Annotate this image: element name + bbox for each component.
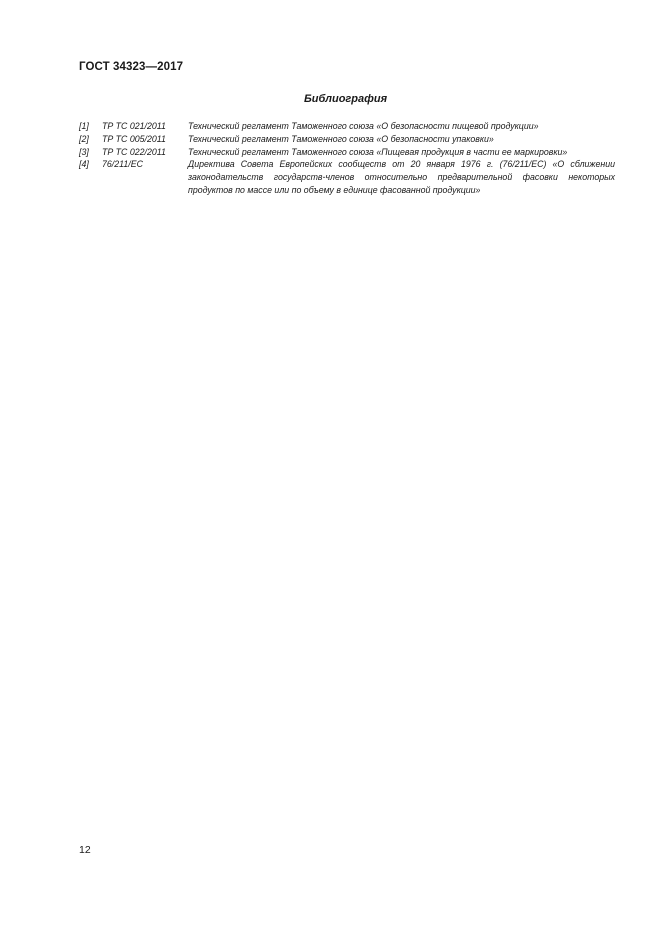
page-number: 12 xyxy=(79,844,91,856)
entry-text: Технический регламент Таможенного союза «О безопасности упаковки» xyxy=(188,133,494,144)
bibliography-entry xyxy=(79,120,615,133)
entry-code: ТР ТС 022/2011 xyxy=(102,146,166,157)
entry-number: [4] xyxy=(79,159,89,170)
entry-text: Технический регламент Таможенного союза «Пищевая продукция в части ее маркировки» xyxy=(188,146,568,157)
bibliography-list xyxy=(79,120,615,197)
bibliography-entry xyxy=(79,158,615,196)
entry-number: [2] xyxy=(79,133,89,144)
entry-number: [3] xyxy=(79,146,89,157)
entry-code: ТР ТС 005/2011 xyxy=(102,133,166,144)
entry-code: 76/211/ЕС xyxy=(102,159,143,170)
bibliography-entry xyxy=(79,146,615,159)
entry-code: ТР ТС 021/2011 xyxy=(102,121,166,131)
entry-text: Технический регламент Таможенного союза «О безопасности пищевой продукции» xyxy=(188,121,539,131)
bibliography-entry xyxy=(79,133,615,146)
bibliography-title: Библиография xyxy=(303,93,388,105)
entry-number: [1] xyxy=(79,121,89,131)
document-code: ГОСТ 34323—2017 xyxy=(79,61,184,73)
entry-text: Директива Совета Европейских сообществ от 20 января 1976 г. (76/211/ЕС) «О сближении законодательств государств-членов относительно предварительной фасовки некоторых продуктов по массе или по объему в единице фасованной продукции» xyxy=(188,159,615,195)
